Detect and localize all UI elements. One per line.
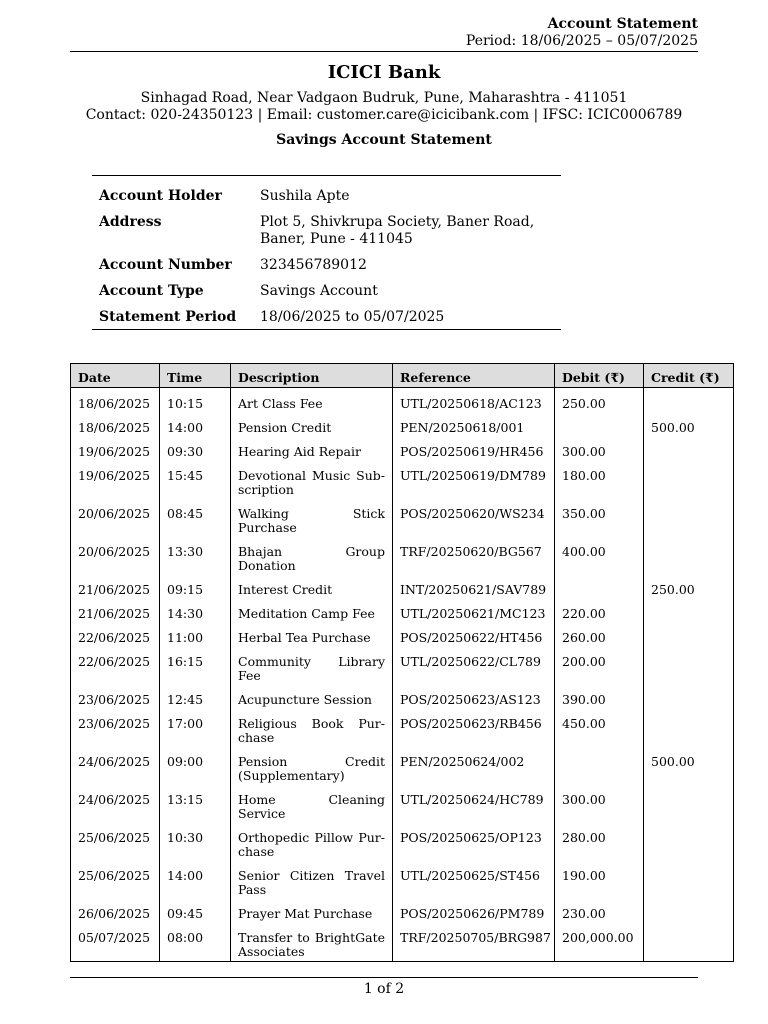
cell-time: 13:30 bbox=[160, 537, 231, 575]
cell-time: 15:45 bbox=[160, 461, 231, 499]
cell-date: 25/06/2025 bbox=[71, 823, 160, 861]
cell-time: 10:15 bbox=[160, 388, 231, 414]
cell-credit bbox=[644, 709, 734, 747]
cell-time: 16:15 bbox=[160, 647, 231, 685]
cell-date: 18/06/2025 bbox=[71, 413, 160, 437]
bank-contact: Contact: 020-24350123 | Email: customer.care@icicibank.com | IFSC: ICIC0006789 bbox=[85, 107, 683, 123]
cell-reference: POS/20250623/RB456 bbox=[393, 709, 555, 747]
cell-date: 26/06/2025 bbox=[71, 899, 160, 923]
account-field-label: Account Number bbox=[99, 257, 232, 273]
footer-divider bbox=[70, 977, 698, 978]
cell-debit: 280.00 bbox=[555, 823, 644, 861]
cell-time: 09:00 bbox=[160, 747, 231, 785]
cell-description: Community Library Fee bbox=[231, 647, 393, 685]
cell-reference: PEN/20250624/002 bbox=[393, 747, 555, 785]
bank-name: ICICI Bank bbox=[327, 62, 441, 83]
cell-reference: POS/20250625/OP123 bbox=[393, 823, 555, 861]
cell-debit: 200,000.00 bbox=[555, 923, 644, 962]
cell-debit: 300.00 bbox=[555, 785, 644, 823]
bank-info bbox=[0, 62, 768, 124]
cell-time: 10:30 bbox=[160, 823, 231, 861]
cell-credit bbox=[644, 461, 734, 499]
header-divider bbox=[70, 51, 698, 52]
table-row bbox=[71, 437, 734, 461]
cell-date: 20/06/2025 bbox=[71, 537, 160, 575]
table-row bbox=[71, 709, 734, 747]
statement-period-header: Period: 18/06/2025 – 05/07/2025 bbox=[465, 33, 698, 49]
cell-description: Pension Credit bbox=[231, 413, 393, 437]
table-row bbox=[71, 747, 734, 785]
cell-description: Acupuncture Session bbox=[231, 685, 393, 709]
account-field-value: Savings Account bbox=[260, 283, 378, 299]
cell-reference: TRF/20250620/BG567 bbox=[393, 537, 555, 575]
statement-title: Savings Account Statement bbox=[276, 132, 492, 148]
cell-description: Home Cleaning Service bbox=[231, 785, 393, 823]
cell-description: Orthopedic Pillow Purchase bbox=[231, 823, 393, 861]
column-header-reference: Reference bbox=[393, 364, 555, 388]
cell-debit: 400.00 bbox=[555, 537, 644, 575]
cell-date: 05/07/2025 bbox=[71, 923, 160, 962]
cell-time: 14:00 bbox=[160, 413, 231, 437]
table-row bbox=[71, 823, 734, 861]
cell-reference: PEN/20250618/001 bbox=[393, 413, 555, 437]
cell-reference: UTL/20250618/AC123 bbox=[393, 388, 555, 414]
cell-reference: POS/20250626/PM789 bbox=[393, 899, 555, 923]
cell-description: Hearing Aid Repair bbox=[231, 437, 393, 461]
cell-description: Religious Book Purchase bbox=[231, 709, 393, 747]
account-field-value: 323456789012 bbox=[260, 257, 367, 273]
account-details-table bbox=[92, 175, 561, 330]
cell-description: Herbal Tea Purchase bbox=[231, 623, 393, 647]
document-title: Account Statement bbox=[547, 16, 698, 32]
table-row bbox=[71, 861, 734, 899]
column-header-date: Date bbox=[71, 364, 160, 388]
cell-date: 20/06/2025 bbox=[71, 499, 160, 537]
cell-description: Prayer Mat Purchase bbox=[231, 899, 393, 923]
cell-time: 08:00 bbox=[160, 923, 231, 962]
cell-reference: UTL/20250625/ST456 bbox=[393, 861, 555, 899]
table-row bbox=[71, 647, 734, 685]
column-header-credit: Credit (₹) bbox=[644, 364, 734, 388]
cell-date: 19/06/2025 bbox=[71, 461, 160, 499]
cell-debit: 220.00 bbox=[555, 599, 644, 623]
account-row bbox=[92, 214, 561, 257]
cell-credit bbox=[644, 388, 734, 414]
table-row bbox=[71, 599, 734, 623]
cell-date: 22/06/2025 bbox=[71, 647, 160, 685]
table-row bbox=[71, 685, 734, 709]
cell-debit bbox=[555, 747, 644, 785]
table-row bbox=[71, 499, 734, 537]
table-row bbox=[71, 537, 734, 575]
cell-time: 14:30 bbox=[160, 599, 231, 623]
cell-reference: POS/20250619/HR456 bbox=[393, 437, 555, 461]
cell-reference: UTL/20250622/CL789 bbox=[393, 647, 555, 685]
cell-date: 21/06/2025 bbox=[71, 599, 160, 623]
cell-credit bbox=[644, 537, 734, 575]
cell-credit bbox=[644, 823, 734, 861]
bank-address: Sinhagad Road, Near Vadgaon Budruk, Pune, Maharashtra - 411051 bbox=[140, 90, 628, 106]
cell-date: 23/06/2025 bbox=[71, 685, 160, 709]
account-row bbox=[92, 257, 561, 283]
cell-date: 24/06/2025 bbox=[71, 785, 160, 823]
cell-reference: UTL/20250621/MC123 bbox=[393, 599, 555, 623]
cell-time: 14:00 bbox=[160, 861, 231, 899]
cell-debit: 230.00 bbox=[555, 899, 644, 923]
cell-time: 09:30 bbox=[160, 437, 231, 461]
cell-date: 19/06/2025 bbox=[71, 437, 160, 461]
cell-credit bbox=[644, 923, 734, 962]
cell-credit: 250.00 bbox=[644, 575, 734, 599]
cell-reference: POS/20250623/AS123 bbox=[393, 685, 555, 709]
cell-reference: POS/20250620/WS234 bbox=[393, 499, 555, 537]
account-field-value: 18/06/2025 to 05/07/2025 bbox=[260, 309, 445, 325]
cell-date: 25/06/2025 bbox=[71, 861, 160, 899]
cell-credit bbox=[644, 899, 734, 923]
cell-credit bbox=[644, 785, 734, 823]
table-row bbox=[71, 575, 734, 599]
cell-debit: 300.00 bbox=[555, 437, 644, 461]
table-row bbox=[71, 388, 734, 414]
cell-description: Art Class Fee bbox=[231, 388, 393, 414]
cell-credit bbox=[644, 685, 734, 709]
transactions-table bbox=[70, 363, 734, 962]
table-row bbox=[71, 923, 734, 962]
cell-date: 18/06/2025 bbox=[71, 388, 160, 414]
account-field-label: Account Holder bbox=[99, 188, 222, 204]
cell-description: Meditation Camp Fee bbox=[231, 599, 393, 623]
cell-credit bbox=[644, 861, 734, 899]
cell-description: Interest Credit bbox=[231, 575, 393, 599]
cell-credit bbox=[644, 599, 734, 623]
account-field-value: Sushila Apte bbox=[260, 188, 350, 204]
cell-debit: 390.00 bbox=[555, 685, 644, 709]
account-field-label: Address bbox=[99, 214, 162, 230]
cell-time: 12:45 bbox=[160, 685, 231, 709]
cell-time: 11:00 bbox=[160, 623, 231, 647]
cell-description: Devotional Music Subscription bbox=[231, 461, 393, 499]
cell-reference: INT/20250621/SAV789 bbox=[393, 575, 555, 599]
cell-description: Transfer to BrightGate Associates bbox=[231, 923, 393, 962]
cell-debit: 250.00 bbox=[555, 388, 644, 414]
cell-debit bbox=[555, 413, 644, 437]
cell-time: 09:15 bbox=[160, 575, 231, 599]
page-number: 1 of 2 bbox=[363, 981, 405, 997]
cell-date: 23/06/2025 bbox=[71, 709, 160, 747]
table-row bbox=[71, 623, 734, 647]
cell-debit: 190.00 bbox=[555, 861, 644, 899]
page-header bbox=[70, 16, 698, 50]
cell-date: 22/06/2025 bbox=[71, 623, 160, 647]
cell-debit: 260.00 bbox=[555, 623, 644, 647]
cell-date: 21/06/2025 bbox=[71, 575, 160, 599]
cell-reference: POS/20250622/HT456 bbox=[393, 623, 555, 647]
cell-credit bbox=[644, 437, 734, 461]
cell-reference: UTL/20250624/HC789 bbox=[393, 785, 555, 823]
cell-credit bbox=[644, 623, 734, 647]
column-header-debit: Debit (₹) bbox=[555, 364, 644, 388]
column-header-description: Description bbox=[231, 364, 393, 388]
cell-reference: UTL/20250619/DM789 bbox=[393, 461, 555, 499]
table-row bbox=[71, 461, 734, 499]
cell-description: Senior Citizen Travel Pass bbox=[231, 861, 393, 899]
cell-description: Pension Credit (Supplementary) bbox=[231, 747, 393, 785]
cell-time: 08:45 bbox=[160, 499, 231, 537]
cell-credit bbox=[644, 499, 734, 537]
account-row bbox=[92, 176, 561, 215]
cell-debit: 180.00 bbox=[555, 461, 644, 499]
cell-description: Bhajan Group Donation bbox=[231, 537, 393, 575]
cell-time: 13:15 bbox=[160, 785, 231, 823]
cell-debit bbox=[555, 575, 644, 599]
account-field-label: Statement Period bbox=[99, 309, 237, 325]
account-field-label: Account Type bbox=[99, 283, 204, 299]
cell-reference: TRF/20250705/BRG987 bbox=[393, 923, 555, 962]
table-header-row bbox=[71, 364, 734, 388]
table-row bbox=[71, 899, 734, 923]
cell-time: 09:45 bbox=[160, 899, 231, 923]
account-row bbox=[92, 309, 561, 330]
cell-credit: 500.00 bbox=[644, 413, 734, 437]
table-row bbox=[71, 413, 734, 437]
cell-debit: 350.00 bbox=[555, 499, 644, 537]
cell-debit: 200.00 bbox=[555, 647, 644, 685]
cell-debit: 450.00 bbox=[555, 709, 644, 747]
column-header-time: Time bbox=[160, 364, 231, 388]
cell-credit: 500.00 bbox=[644, 747, 734, 785]
cell-time: 17:00 bbox=[160, 709, 231, 747]
table-row bbox=[71, 785, 734, 823]
cell-date: 24/06/2025 bbox=[71, 747, 160, 785]
cell-description: Walking Stick Purchase bbox=[231, 499, 393, 537]
cell-credit bbox=[644, 647, 734, 685]
account-field-value: Plot 5, Shivkrupa Society, Baner Road, Baner, Pune - 411045 bbox=[260, 214, 535, 247]
account-row bbox=[92, 283, 561, 309]
